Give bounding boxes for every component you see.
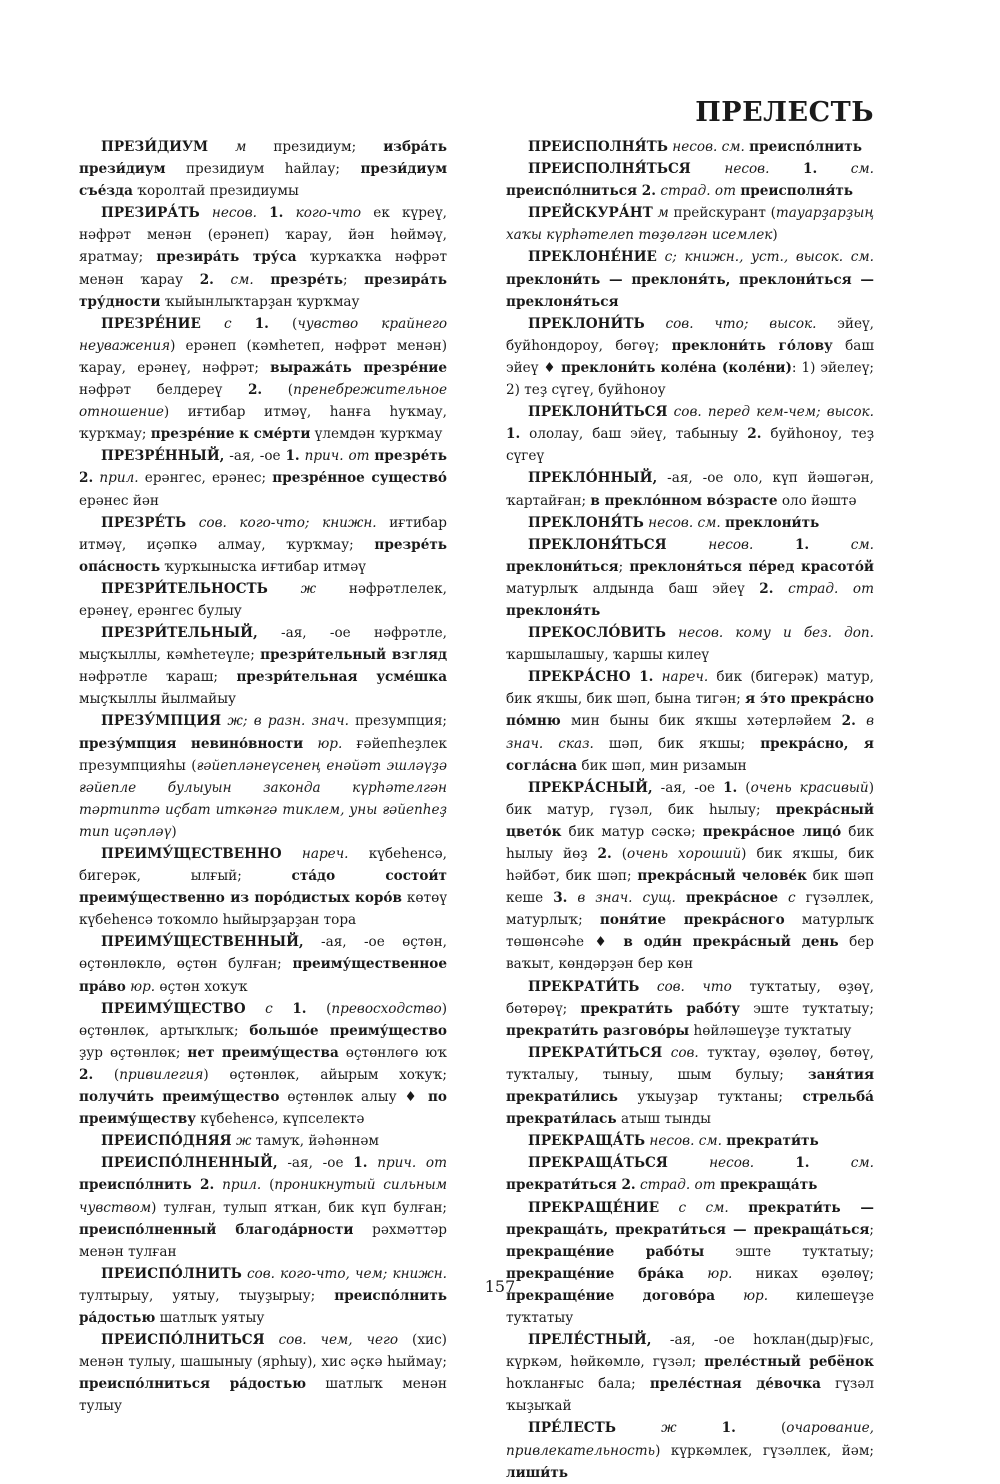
dictionary-entry: ПРЕКРАЩА́ТЬ несов. см. прекрати́ть <box>528 1133 819 1150</box>
dictionary-entry: ПРЕЗУ́МПЦИЯ ж; в разн. знач. презумпция; презу́мпция невино́вности юр. ғәйепһеҙлек презумпцияһы (ғәйепләнеүсенең енәйәт эшләүҙә ғәйепле булыуын законда күрһәтелгән тәртиптә иҫбат иткәнгә тиклем, уны ғәйепһеҙ тип иҫәпләү) <box>79 713 448 840</box>
running-head: ПРЕЛЕСТЬ <box>695 97 874 128</box>
dictionary-entry: ПРЕКЛОНЯ́ТЬ несов. см. преклони́ть <box>528 514 820 531</box>
dictionary-entry: ПРЕКРА́СНЫЙ, -ая, -ое 1. (очень красивый) бик матур, гүзәл, бик һылыу; прекра́сный цвето́к бик матур сәскә; прекра́сное лицо́ бик һылыу йөҙ 2. (очень хороший) бик яҡшы, бик һәйбәт, бик шәп; прекра́сный челове́к бик шәп кеше 3. в знач. сущ. прекра́сное с гүзәллек, матурлыҡ; поня́тие прекра́сного матурлыҡ төшөнсәһе ♦ в оди́н прекра́сный день бер ваҡыт, көндәрҙән бер көн <box>506 779 875 973</box>
dictionary-entry: ПРЕКРА́СНО 1. нареч. бик (бигерәк) матур, бик яҡшы, бик шәп, бына тигән; я э́то прекра́сно по́мню мин быны бик яҡшы хәтерләйем 2. в знач. сказ. шәп, бик яҡшы; прекра́сно, я согла́сна бик шәп, мин ризамын <box>506 669 874 774</box>
dictionary-entry: ПРЕКРАТИ́ТЬСЯ сов. туҡтау, өҙөлөү, бөтөү, туҡталыу, тыныу, шым булыу; заня́тия прекрати́лись уҡыуҙар туҡтаны; стрельба́ прекрати́лась атыш тынды <box>506 1044 875 1128</box>
dictionary-entry: ПРЕИСПОЛНЯ́ТЬСЯ несов. 1. см. преиспо́лниться 2. страд. от преисполня́ть <box>506 161 874 200</box>
dictionary-entry: ПРЕИСПОЛНЯ́ТЬ несов. см. преиспо́лнить <box>528 139 862 155</box>
dictionary-entry: ПРЕЙСКУРА́НТ м прейскурант (тауарҙарҙың хаҡы күрһәтелеп төҙөлгән исемлек) <box>506 205 874 244</box>
dictionary-entry: ПРЕИСПО́ЛНИТЬ сов. кого-что, чем; книжн. тултырыу, уятыу, тыуҙырыу; преиспо́лнить ра́достью шатлыҡ уятыу <box>79 1265 448 1326</box>
dictionary-entry: ПРЕЗИРА́ТЬ несов. 1. кого-что ек күреү, нәфрәт менән (ерәнеп) ҡарау, йән һөймәү, яратмау; презира́ть тру́са ҡурҡаҡҡа нәфрәт менән ҡарау 2. см. презре́ть; презира́ть тру́дности ҡыйынлыҡтарҙан ҡурҡмау <box>79 205 447 310</box>
dictionary-entry: ПРЕЛЕ́СТНЫЙ, -ая, -ое һоҡлан(дыр)ғыс, күркәм, һөйкөмлө, гүзәл; преле́стный ребёнок һоҡланғыс бала; преле́стная де́вочка гүзәл ҡыҙыҡай <box>506 1332 874 1415</box>
dictionary-entry: ПРЕКРАЩЕ́НИЕ с см. прекрати́ть — прекраща́ть, прекрати́ться — прекраща́ться; прекраще́ние рабо́ты эште туҡтатыу; прекраще́ние бра́ка юр. никах өҙөлөү; прекраще́ние догово́ра юр. килешеүҙе туҡтатыу <box>506 1199 875 1326</box>
dictionary-entry: ПРЕЗРИ́ТЕЛЬНЫЙ, -ая, -ое нәфрәтле, мыҫҡыллы, кәмһетеүле; презри́тельный взгляд нәфрәтле ҡараш; презри́тельная усме́шка мыҫҡыллы йылмайыу <box>79 625 448 708</box>
dictionary-entry: ПРЕКЛОНИ́ТЬ сов. что; высок. эйеү, буйһондороу, бөгөү; преклони́ть го́лову баш эйеү ♦ преклони́ть коле́на (коле́ни): 1) эйелеү; 2) теҙ сүгеү, буйһоноу <box>506 315 875 399</box>
dictionary-entry: ПРЕЗРЕ́ННЫЙ, -ая, -ое 1. прич. от презре́ть 2. прил. ерәнгес, ерәнес; презре́нное существо́ ерәнес йән <box>79 448 448 509</box>
dictionary-entry: ПРЕКЛОНЕ́НИЕ с; книжн., уст., высок. см. преклони́ть — преклоня́ть, преклони́ться — преклоня́ться <box>506 249 874 310</box>
page-number: 157 <box>484 1277 516 1296</box>
dictionary-entry: ПРЕКЛОНИ́ТЬСЯ сов. перед кем-чем; высок. 1. ололау, баш эйеү, табыныу 2. буйһоноу, теҙ сүгеү <box>506 404 874 465</box>
dictionary-entry: ПРЕКРАЩА́ТЬСЯ несов. 1. см. прекрати́ться 2. страд. от прекраща́ть <box>506 1155 874 1194</box>
dictionary-entry: ПРЕЗРЕ́ТЬ сов. кого-что; книжн. иғтибар итмәү, иҫәпкә алмау, ҡурҡмау; презре́ть опа́сность ҡурҡынысҡа иғтибар итмәү <box>79 514 447 575</box>
dictionary-entry: ПРЕИСПО́ДНЯЯ ж тамуҡ, йәһәннәм <box>101 1133 380 1150</box>
dictionary-entry: ПРЕИМУ́ЩЕСТВЕННО нареч. күбеһенсә, бигерәк, ылғый; ста́до состои́т преиму́щественно из поро́дистых коро́в көтөү күбеһенсә тоҡомло һыйырҙарҙан тора <box>79 846 447 929</box>
dictionary-entry: ПРЕИСПО́ЛНИТЬСЯ сов. чем, чего (хис) менән тулыу, шашыныу (ярһыу), хис әҫкә һыймау; преиспо́лниться ра́достью шатлыҡ менән тулыу <box>79 1332 447 1415</box>
dictionary-entry: ПРЕКЛОНЯ́ТЬСЯ несов. 1. см. преклони́ться; преклоня́ться пе́ред красото́й матурлыҡ алдында баш эйеү 2. страд. от преклоня́ть <box>506 536 875 619</box>
left-column <box>79 136 447 1417</box>
dictionary-entry: ПРЕИСПО́ЛНЕННЫЙ, -ая, -ое 1. прич. от преиспо́лнить 2. прил. (проникнутый сильным чувством) тулған, тулып ятҡан, бик күп булған; преиспо́лненный благода́рности рәхмәттәр менән тулған <box>79 1155 448 1260</box>
dictionary-entry: ПРЕИМУ́ЩЕСТВЕННЫЙ, -ая, -ое өҫтөн, өҫтөнлөклө, өҫтөн булған; преиму́щественное пра́во юр. өҫтөн хоҡуҡ <box>79 934 447 995</box>
dictionary-entry: ПРЕИМУ́ЩЕСТВО с 1. (превосходство) өҫтөнлөк, артыҡлыҡ; большо́е преиму́щество ҙур өҫтөнлөк; нет преиму́щества өҫтөнлөгө юҡ 2. (привилегия) өҫтөнлөк, айырым хоҡуҡ; получи́ть преиму́щество өҫтөнлөк алыу ♦ по преиму́ществу күбеһенсә, күпселектә <box>79 1000 448 1128</box>
dictionary-entry: ПРЕКЛО́ННЫЙ, -ая, -ое оло, күп йәшәгән, ҡартайған; в прекло́нном во́зрасте оло йәштә <box>506 470 874 509</box>
dictionary-entry: ПРЕЗРИ́ТЕЛЬНОСТЬ ж нәфрәтлелек, ерәнеү, ерәнгес булыу <box>79 580 448 619</box>
dictionary-entry: ПРЕЗИ́ДИУМ м президиум; избра́ть прези́диум президиум һайлау; прези́диум съе́зда ҡоролтай президиумы <box>79 139 447 200</box>
dictionary-entry: ПРЕКОСЛО́ВИТЬ несов. кому и без. доп. ҡаршылашыу, ҡаршы килеү <box>506 625 874 664</box>
dictionary-entry: ПРЕКРАТИ́ТЬ сов. что туҡтатыу, өҙөү, бөтөрөү; прекрати́ть рабо́ту эште туҡтатыу; прекрати́ть разгово́ры һөйләшеүҙе туҡтатыу <box>506 978 875 1039</box>
dictionary-entry: ПРЕЗРЕ́НИЕ с 1. (чувство крайнего неуважения) ерәнеп (кәмһетеп, нәфрәт менән) ҡарау, ерәнеү, нәфрәт; выража́ть презре́ние нәфрәт белдереү 2. (пренебрежительное отношение) иғтибар итмәү, һанға һуҡмау, ҡурҡмау; презре́ние к сме́рти үлемдән ҡурҡмау <box>79 315 447 443</box>
dictionary-entry: ПРЕ́ЛЕСТЬ ж 1. (очарование, привлекательность) күркәмлек, гүзәллек, йәм; лиши́ть <box>506 1420 874 1481</box>
